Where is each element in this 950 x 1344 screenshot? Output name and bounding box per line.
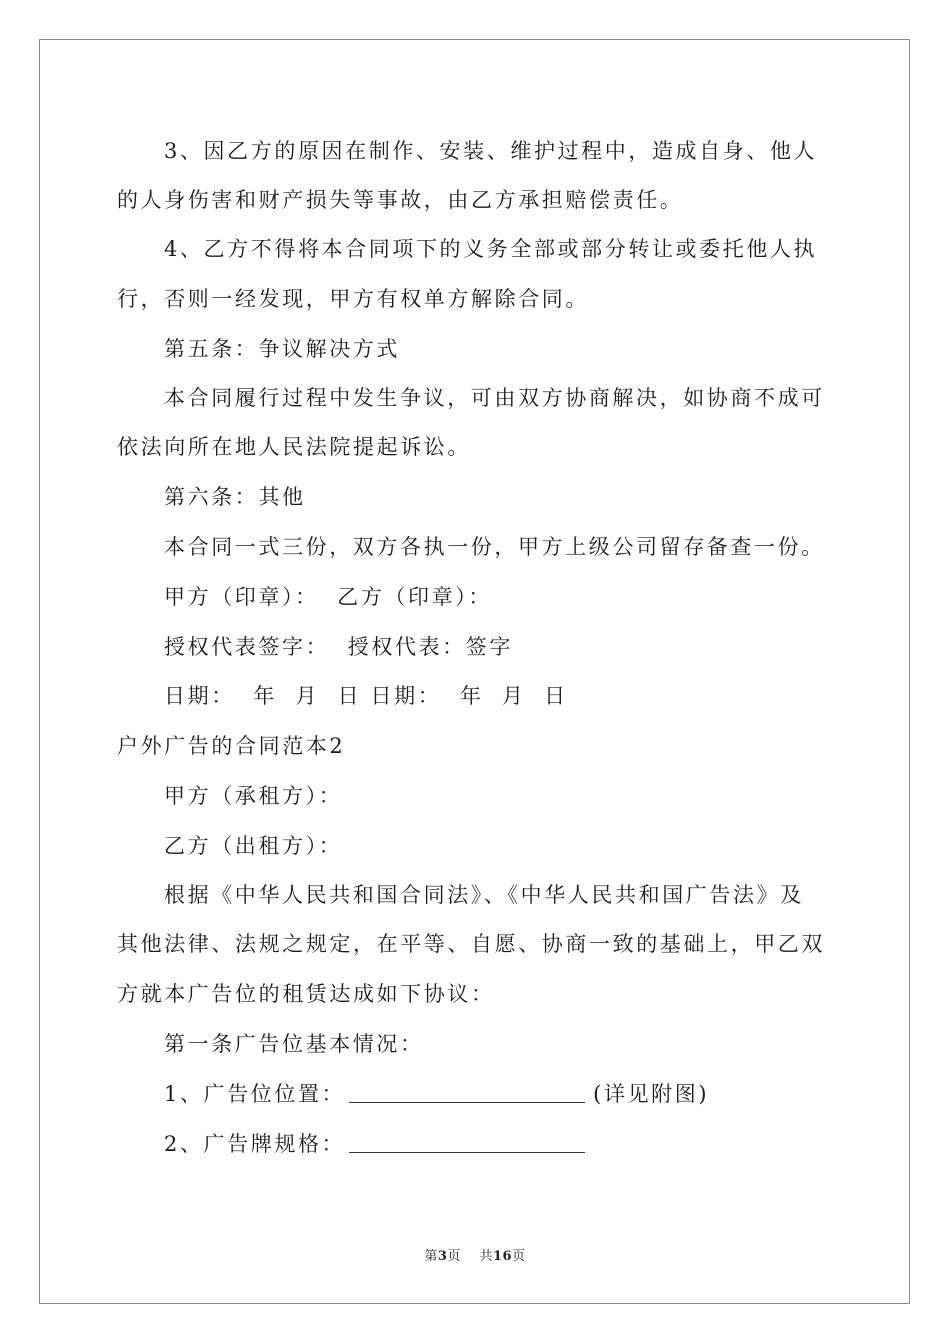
paragraph-line: 依法向所在地人民法院提起诉讼。 [117,435,471,459]
paragraph-line: 根据《中华人民共和国合同法》、《中华人民共和国广告法》及 [164,883,804,907]
footer-total-pages: 16 [492,1249,513,1264]
fill-in-blank [349,1132,585,1153]
article-heading: 第一条广告位基本情况： [164,1032,424,1056]
article-heading: 第五条：争议解决方式 [164,337,400,361]
paragraph-line: 方就本广告位的租赁达成如下协议： [117,982,495,1006]
item-line [164,1129,593,1159]
item-line [164,1079,709,1109]
footer-prefix: 第 [424,1249,438,1264]
party-b-line: 乙方（出租方）： [164,834,343,858]
paragraph-line: 本合同履行过程中发生争议，可由双方协商解决，如协商不成可 [164,386,825,410]
footer-suffix: 页 [512,1249,526,1264]
page-border [39,39,910,1304]
page-footer [0,1245,950,1264]
paragraph-line: 其他法律、法规之规定，在平等、自愿、协商一致的基础上，甲乙双 [117,932,825,956]
fill-in-blank [349,1082,585,1103]
article-heading: 第六条：其他 [164,485,306,509]
party-a-line: 甲方（承租方）： [164,784,343,808]
footer-page-number: 3 [437,1249,448,1264]
paragraph-line: 本合同一式三份，双方各执一份，甲方上级公司留存备查一份。 [164,535,825,559]
item-label: 2、广告牌规格： [164,1132,346,1156]
item-label: 1、广告位位置： [164,1082,346,1106]
paragraph-line: 4、乙方不得将本合同项下的义务全部或部分转让或委托他人执 [164,237,818,261]
item-note: (详见附图) [593,1082,710,1106]
paragraph-line: 的人身伤害和财产损失等事故，由乙方承担赔偿责任。 [117,188,684,212]
paragraph-line: 行，否则一经发现，甲方有权单方解除合同。 [117,287,589,311]
date-line: 日期： 年 月 日 日期： 年 月 日 [164,684,568,708]
signature-line: 授权代表签字： 授权代表：签字 [164,635,513,659]
paragraph-line: 3、因乙方的原因在制作、安装、维护过程中，造成自身、他人 [164,139,818,163]
section-title: 户外广告的合同范本2 [117,734,346,758]
seal-line: 甲方（印章）： 乙方（印章）： [164,585,492,609]
footer-middle: 页 共 [447,1249,493,1264]
